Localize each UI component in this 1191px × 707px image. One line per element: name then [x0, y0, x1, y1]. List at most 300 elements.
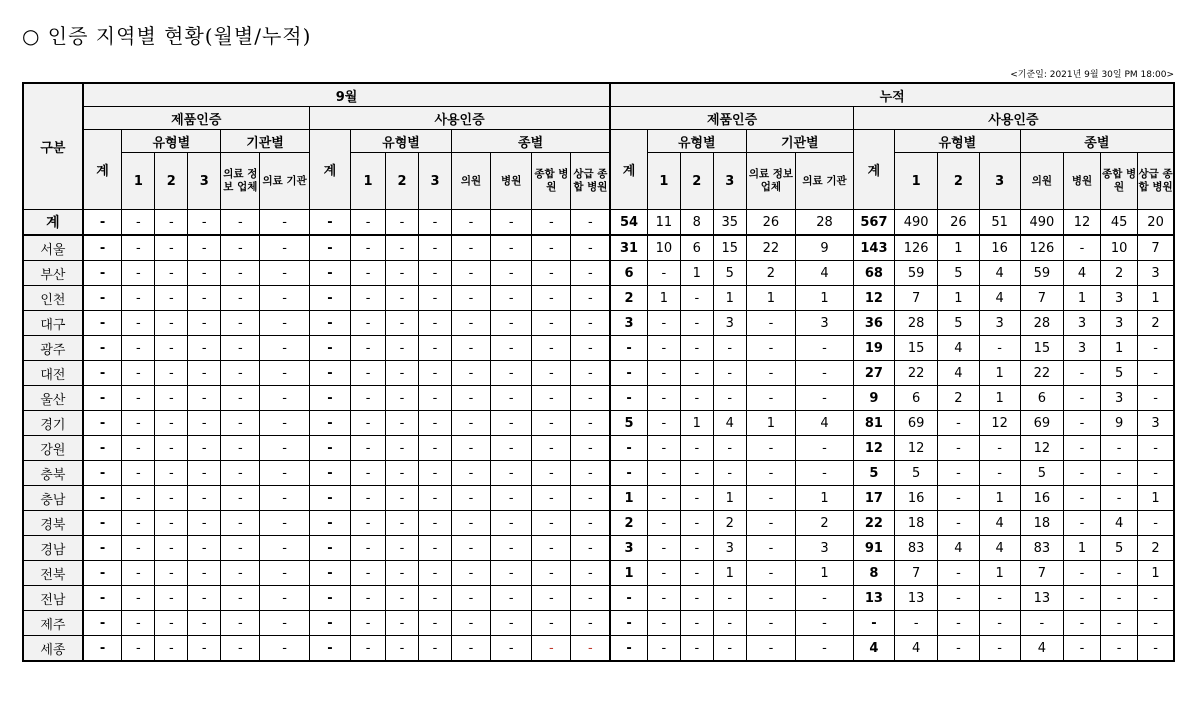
region-cell: 충북 — [23, 461, 83, 486]
data-cell: 81 — [853, 411, 894, 436]
data-cell: - — [680, 636, 713, 662]
data-cell: 7 — [895, 286, 938, 311]
data-cell: 6 — [895, 386, 938, 411]
data-cell: - — [351, 636, 386, 662]
data-cell: 1 — [680, 261, 713, 286]
data-cell: - — [647, 311, 680, 336]
data-cell: - — [221, 235, 260, 261]
data-cell: - — [647, 561, 680, 586]
data-cell: 4 — [1020, 636, 1063, 662]
data-cell: - — [451, 586, 490, 611]
table-row — [23, 611, 1174, 636]
data-cell: - — [1138, 586, 1174, 611]
data-cell: 15 — [713, 235, 746, 261]
data-cell: - — [221, 461, 260, 486]
data-cell: 68 — [853, 261, 894, 286]
data-cell: - — [491, 235, 532, 261]
data-cell: 2 — [938, 386, 979, 411]
data-cell: 4 — [713, 411, 746, 436]
data-cell: - — [1063, 636, 1100, 662]
data-cell: 22 — [895, 361, 938, 386]
data-cell: - — [155, 235, 188, 261]
data-cell: 12 — [1063, 210, 1100, 236]
data-cell: - — [155, 336, 188, 361]
data-cell: - — [419, 411, 452, 436]
data-cell: - — [491, 536, 532, 561]
data-cell: 1 — [713, 486, 746, 511]
data-cell: 1 — [713, 286, 746, 311]
cum-product-type-header: 유형별 — [647, 130, 746, 153]
region-cell: 광주 — [23, 336, 83, 361]
region-cell: 경북 — [23, 511, 83, 536]
data-cell: 26 — [746, 210, 795, 236]
data-cell: 12 — [853, 286, 894, 311]
data-cell: - — [532, 486, 571, 511]
table-row — [23, 386, 1174, 411]
data-cell: 1 — [1063, 286, 1100, 311]
data-cell: - — [796, 361, 854, 386]
data-cell: 22 — [1020, 361, 1063, 386]
data-cell: - — [451, 486, 490, 511]
data-cell: - — [491, 586, 532, 611]
data-cell: - — [680, 286, 713, 311]
data-cell: 11 — [647, 210, 680, 236]
data-cell: - — [1063, 235, 1100, 261]
data-cell: 9 — [796, 235, 854, 261]
data-cell: - — [713, 436, 746, 461]
data-cell: - — [1138, 336, 1174, 361]
data-cell: 1 — [938, 286, 979, 311]
cum-usage-type-header: 유형별 — [895, 130, 1021, 153]
data-cell: - — [221, 436, 260, 461]
data-cell: 5 — [1101, 361, 1138, 386]
data-cell: - — [451, 436, 490, 461]
region-cell: 충남 — [23, 486, 83, 511]
data-cell: - — [351, 411, 386, 436]
data-cell: - — [713, 636, 746, 662]
data-cell: - — [83, 386, 122, 411]
data-cell: - — [680, 611, 713, 636]
data-cell: - — [351, 436, 386, 461]
data-cell: - — [451, 461, 490, 486]
data-cell: - — [680, 486, 713, 511]
data-cell: - — [419, 486, 452, 511]
data-cell: - — [610, 361, 647, 386]
data-cell: 3 — [1101, 286, 1138, 311]
data-cell: - — [532, 286, 571, 311]
data-cell: - — [260, 561, 309, 586]
data-cell: - — [746, 336, 795, 361]
data-cell: 18 — [1020, 511, 1063, 536]
data-cell: 567 — [853, 210, 894, 236]
data-cell: 1 — [680, 411, 713, 436]
col-kind-clinic: 의원 — [451, 153, 490, 210]
data-cell: - — [1101, 611, 1138, 636]
data-cell: - — [260, 336, 309, 361]
data-cell: - — [260, 261, 309, 286]
data-cell: - — [451, 311, 490, 336]
data-cell: 5 — [895, 461, 938, 486]
data-cell: - — [746, 361, 795, 386]
data-cell: - — [221, 561, 260, 586]
data-cell: - — [221, 536, 260, 561]
data-cell: - — [309, 561, 350, 586]
data-cell: - — [680, 536, 713, 561]
data-cell: - — [680, 511, 713, 536]
data-cell: 7 — [1138, 235, 1174, 261]
data-cell: - — [83, 336, 122, 361]
region-cell: 전북 — [23, 561, 83, 586]
data-cell: - — [491, 386, 532, 411]
data-cell: - — [532, 611, 571, 636]
data-cell: 16 — [895, 486, 938, 511]
data-cell: 1 — [1101, 336, 1138, 361]
data-cell: - — [122, 461, 155, 486]
data-cell: - — [647, 261, 680, 286]
data-cell: - — [386, 286, 419, 311]
data-cell: - — [1063, 586, 1100, 611]
data-cell: - — [451, 210, 490, 236]
data-cell: 4 — [1101, 511, 1138, 536]
data-cell: - — [188, 511, 221, 536]
data-cell: - — [571, 210, 610, 236]
data-cell: 2 — [746, 261, 795, 286]
data-cell: - — [491, 286, 532, 311]
data-cell: 28 — [895, 311, 938, 336]
col-org-medical: 의료 기관 — [260, 153, 309, 210]
data-cell: 83 — [895, 536, 938, 561]
data-cell: - — [647, 611, 680, 636]
data-cell: 5 — [1101, 536, 1138, 561]
data-cell: 1 — [796, 486, 854, 511]
data-cell: 5 — [713, 261, 746, 286]
data-cell: - — [680, 436, 713, 461]
data-cell: - — [491, 636, 532, 662]
data-cell: 1 — [1063, 536, 1100, 561]
data-cell: 1 — [610, 486, 647, 511]
data-cell: - — [83, 611, 122, 636]
data-cell: 59 — [1020, 261, 1063, 286]
col-kind-tertiary: 상급 종합 병원 — [1138, 153, 1174, 210]
data-cell: - — [83, 586, 122, 611]
data-cell: - — [1101, 586, 1138, 611]
data-cell: 4 — [1063, 261, 1100, 286]
data-cell: - — [451, 361, 490, 386]
data-cell: - — [1063, 436, 1100, 461]
data-cell: - — [532, 311, 571, 336]
data-cell: - — [419, 561, 452, 586]
data-cell: - — [1063, 386, 1100, 411]
data-cell: - — [351, 210, 386, 236]
data-cell: - — [796, 461, 854, 486]
data-cell: 5 — [610, 411, 647, 436]
data-cell: - — [155, 611, 188, 636]
table-row — [23, 586, 1174, 611]
data-cell: - — [122, 235, 155, 261]
data-cell: - — [260, 461, 309, 486]
data-cell: 3 — [1138, 261, 1174, 286]
region-cell: 경기 — [23, 411, 83, 436]
data-cell: - — [532, 386, 571, 411]
data-cell: - — [571, 536, 610, 561]
data-cell: - — [309, 611, 350, 636]
data-cell: - — [260, 361, 309, 386]
col-type-3: 3 — [979, 153, 1020, 210]
data-cell: - — [309, 336, 350, 361]
data-cell: 3 — [1101, 311, 1138, 336]
data-cell: - — [83, 235, 122, 261]
data-cell: - — [746, 511, 795, 536]
data-cell: - — [351, 311, 386, 336]
data-cell: - — [746, 586, 795, 611]
data-cell: - — [188, 311, 221, 336]
data-cell: - — [419, 235, 452, 261]
data-cell: 12 — [1020, 436, 1063, 461]
data-cell: - — [260, 235, 309, 261]
data-cell: - — [491, 611, 532, 636]
data-cell: 20 — [1138, 210, 1174, 236]
data-cell: - — [188, 561, 221, 586]
data-cell: - — [122, 361, 155, 386]
data-cell: - — [309, 586, 350, 611]
data-cell: - — [451, 336, 490, 361]
data-cell: - — [796, 586, 854, 611]
data-cell: - — [386, 586, 419, 611]
data-cell: 4 — [979, 261, 1020, 286]
data-cell: 18 — [895, 511, 938, 536]
data-cell: - — [386, 235, 419, 261]
data-cell: - — [386, 511, 419, 536]
data-cell: - — [260, 586, 309, 611]
data-cell: - — [647, 511, 680, 536]
data-cell: - — [122, 261, 155, 286]
data-cell: - — [491, 210, 532, 236]
data-cell: 3 — [1138, 411, 1174, 436]
data-cell: - — [713, 586, 746, 611]
data-cell: - — [451, 411, 490, 436]
table-row — [23, 561, 1174, 586]
data-cell: - — [979, 436, 1020, 461]
table-row — [23, 311, 1174, 336]
data-cell: - — [386, 336, 419, 361]
month-product-org-header: 기관별 — [221, 130, 310, 153]
data-cell: 1 — [796, 286, 854, 311]
data-cell: - — [309, 311, 350, 336]
data-cell: - — [155, 461, 188, 486]
data-cell: - — [610, 436, 647, 461]
data-cell: - — [1138, 511, 1174, 536]
data-cell: - — [680, 461, 713, 486]
data-cell: - — [155, 210, 188, 236]
data-cell: - — [571, 511, 610, 536]
data-cell: - — [386, 611, 419, 636]
data-cell: - — [260, 486, 309, 511]
region-cell: 인천 — [23, 286, 83, 311]
data-cell: - — [386, 386, 419, 411]
data-cell: - — [221, 586, 260, 611]
data-cell: - — [351, 286, 386, 311]
data-cell: 2 — [713, 511, 746, 536]
data-cell: - — [122, 561, 155, 586]
data-cell: - — [451, 286, 490, 311]
data-cell: - — [491, 261, 532, 286]
data-cell: 1 — [796, 561, 854, 586]
data-cell: - — [309, 286, 350, 311]
page-title: ○ 인증 지역별 현황(월별/누적) — [22, 24, 312, 48]
data-cell: 4 — [979, 286, 1020, 311]
data-cell: 1 — [979, 386, 1020, 411]
data-cell: - — [895, 611, 938, 636]
data-cell: - — [419, 536, 452, 561]
data-cell: 6 — [610, 261, 647, 286]
data-cell: - — [155, 536, 188, 561]
data-cell: - — [221, 311, 260, 336]
data-cell: - — [386, 561, 419, 586]
data-cell: - — [83, 210, 122, 236]
data-cell: 3 — [610, 311, 647, 336]
data-cell: 1 — [979, 561, 1020, 586]
data-cell: 36 — [853, 311, 894, 336]
data-cell: - — [351, 336, 386, 361]
data-cell: 22 — [853, 511, 894, 536]
data-cell: - — [309, 386, 350, 411]
data-cell: 143 — [853, 235, 894, 261]
data-cell: - — [351, 611, 386, 636]
data-cell: - — [1063, 461, 1100, 486]
data-cell: - — [451, 235, 490, 261]
data-cell: 3 — [713, 536, 746, 561]
data-cell: - — [571, 636, 610, 662]
data-cell: 2 — [610, 286, 647, 311]
data-cell: - — [188, 461, 221, 486]
data-cell: - — [610, 461, 647, 486]
data-cell: - — [260, 611, 309, 636]
data-cell: - — [1101, 486, 1138, 511]
month-usage-kind-header: 종별 — [451, 130, 610, 153]
data-cell: - — [309, 210, 350, 236]
data-cell: 12 — [853, 436, 894, 461]
data-cell: - — [680, 361, 713, 386]
data-cell: 31 — [610, 235, 647, 261]
data-cell: - — [155, 511, 188, 536]
data-cell: - — [188, 636, 221, 662]
data-cell: - — [221, 210, 260, 236]
data-cell: 45 — [1101, 210, 1138, 236]
data-cell: - — [571, 586, 610, 611]
data-cell: - — [938, 511, 979, 536]
data-cell: - — [309, 536, 350, 561]
region-cell: 전남 — [23, 586, 83, 611]
data-cell: - — [532, 261, 571, 286]
data-cell: 4 — [979, 511, 1020, 536]
data-cell: - — [746, 311, 795, 336]
region-cell: 강원 — [23, 436, 83, 461]
reference-date: <기준일: 2021년 9월 30일 PM 18:00> — [1010, 70, 1174, 80]
data-cell: - — [309, 486, 350, 511]
data-cell: - — [122, 636, 155, 662]
data-cell: - — [1101, 636, 1138, 662]
data-cell: - — [1138, 636, 1174, 662]
data-cell: - — [680, 311, 713, 336]
data-cell: 9 — [1101, 411, 1138, 436]
data-cell: 8 — [680, 210, 713, 236]
data-cell: - — [221, 361, 260, 386]
data-cell: - — [491, 361, 532, 386]
data-cell: - — [532, 461, 571, 486]
data-cell: 13 — [1020, 586, 1063, 611]
data-cell: 17 — [853, 486, 894, 511]
data-cell: 1 — [1138, 486, 1174, 511]
data-cell: - — [386, 261, 419, 286]
cum-product-cert-header: 제품인증 — [610, 107, 853, 130]
data-cell: - — [122, 411, 155, 436]
data-cell: - — [647, 436, 680, 461]
data-cell: - — [386, 536, 419, 561]
data-cell: - — [647, 336, 680, 361]
data-cell: 4 — [938, 536, 979, 561]
data-cell: - — [647, 361, 680, 386]
data-cell: - — [188, 336, 221, 361]
data-cell: - — [386, 411, 419, 436]
region-cell: 세종 — [23, 636, 83, 662]
data-cell: - — [309, 411, 350, 436]
data-cell: - — [419, 636, 452, 662]
data-cell: - — [83, 436, 122, 461]
table-row — [23, 261, 1174, 286]
data-cell: - — [386, 210, 419, 236]
col-type-1: 1 — [122, 153, 155, 210]
data-cell: 7 — [895, 561, 938, 586]
data-cell: 16 — [979, 235, 1020, 261]
data-cell: - — [386, 461, 419, 486]
data-cell: - — [419, 336, 452, 361]
data-cell: - — [419, 261, 452, 286]
cum-usage-kind-header: 종별 — [1020, 130, 1174, 153]
data-cell: 1 — [610, 561, 647, 586]
data-cell: 4 — [938, 361, 979, 386]
data-cell: - — [83, 411, 122, 436]
data-cell: - — [571, 436, 610, 461]
data-cell: - — [351, 586, 386, 611]
data-cell: - — [419, 386, 452, 411]
data-cell: 126 — [1020, 235, 1063, 261]
data-cell: - — [1101, 461, 1138, 486]
col-type-1: 1 — [351, 153, 386, 210]
data-cell: 4 — [938, 336, 979, 361]
data-cell: - — [188, 411, 221, 436]
data-cell: 28 — [1020, 311, 1063, 336]
col-org-it-vendor: 의료 정보 업체 — [746, 153, 795, 210]
col-org-it-vendor: 의료 정보 업체 — [221, 153, 260, 210]
data-cell: 10 — [1101, 235, 1138, 261]
data-cell: - — [938, 636, 979, 662]
data-cell: - — [647, 586, 680, 611]
data-cell: 1 — [647, 286, 680, 311]
data-cell: 13 — [853, 586, 894, 611]
data-cell: 15 — [895, 336, 938, 361]
col-org-medical: 의료 기관 — [796, 153, 854, 210]
data-cell: 2 — [796, 511, 854, 536]
data-cell: - — [260, 311, 309, 336]
data-cell: - — [451, 261, 490, 286]
data-cell: - — [386, 486, 419, 511]
data-cell: - — [83, 261, 122, 286]
data-cell: - — [647, 461, 680, 486]
data-cell: - — [938, 461, 979, 486]
data-cell: - — [532, 436, 571, 461]
data-cell: - — [713, 461, 746, 486]
data-cell: - — [351, 461, 386, 486]
